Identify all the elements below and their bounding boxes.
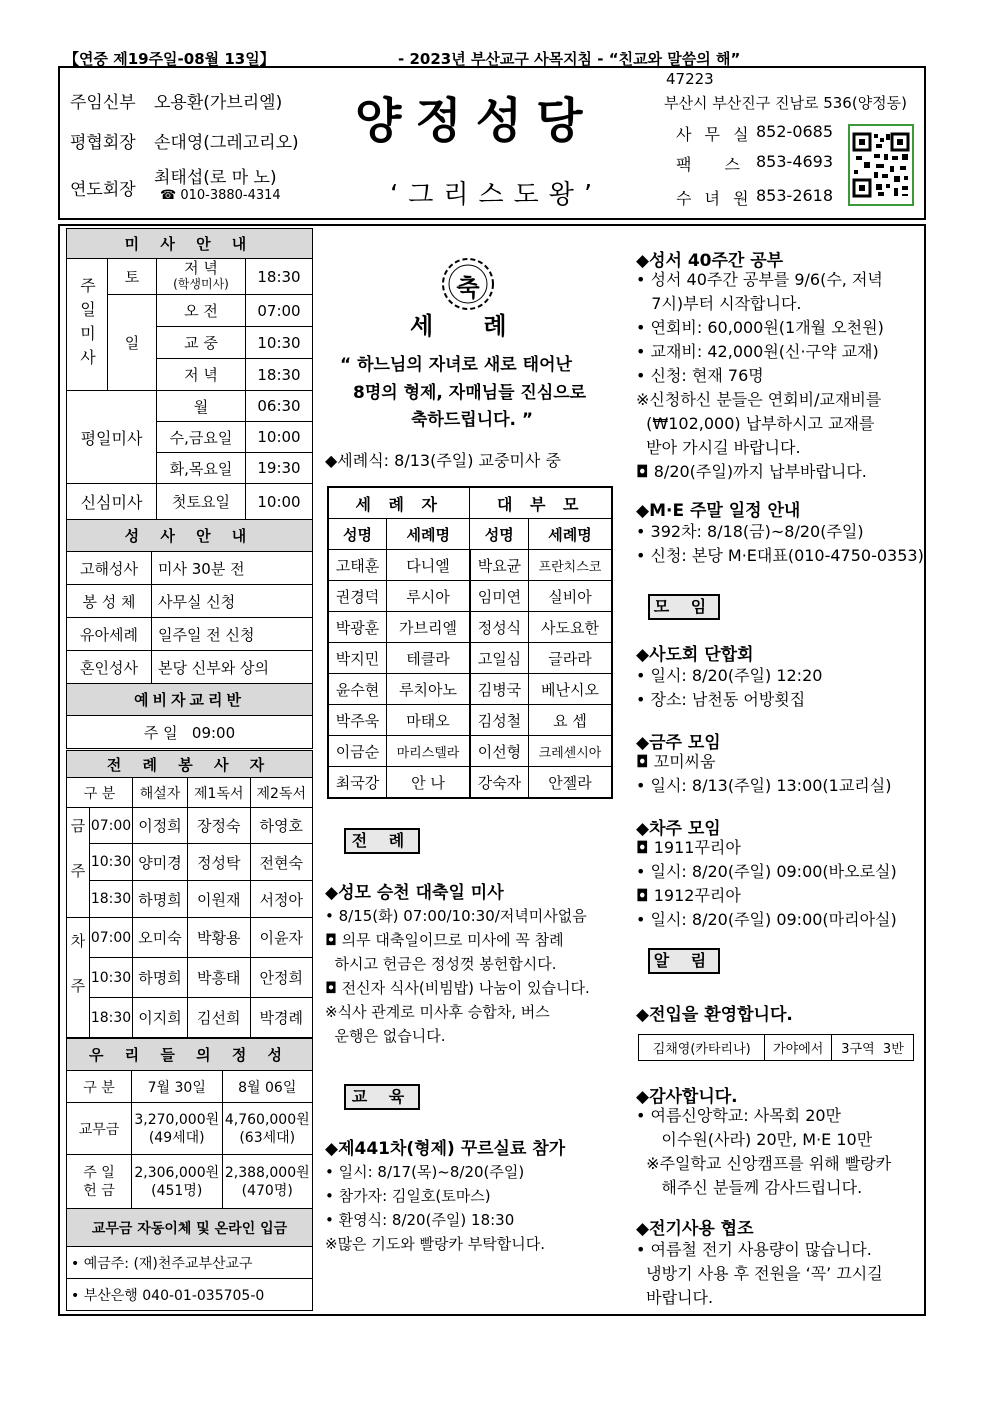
fax-number: 853-4693 <box>756 152 834 171</box>
devotion-mass-time: 10:00 <box>246 484 313 520</box>
assumption-line: 운행은 없습니다. <box>325 1027 446 1045</box>
pastor-label: 주임신부 <box>70 93 136 113</box>
pastor-name: 오용환(가브리엘) <box>154 93 283 113</box>
minister-reader1: 장정숙 <box>188 808 250 844</box>
bible-line: • 교재비: 42,000원(신·구약 교재) <box>636 342 879 361</box>
wed-fri-time: 10:00 <box>246 422 313 453</box>
council-label: 평협회장 <box>70 133 136 153</box>
newcomer-district: 3구역 3반 <box>832 1035 914 1061</box>
amount: 3,270,000원 <box>134 1111 220 1128</box>
page-title: 양정성당 <box>355 93 597 149</box>
memorial-phone: ☎ 010-3880-4314 <box>160 188 281 203</box>
account-holder: • 예금주: (재)천주교부산교구 <box>67 1247 313 1279</box>
table-cell: 고태훈 <box>328 550 386 581</box>
education-section-label: 교 육 <box>344 1084 420 1110</box>
table-cell: 최국강 <box>328 767 386 799</box>
this-week-meeting-title: ◆금주 모임 <box>636 733 721 753</box>
table-row <box>328 550 612 581</box>
baptism-table <box>327 486 613 799</box>
communion-label: 봉 성 체 <box>67 585 152 618</box>
bible-line: 받아 가시길 바랍니다. <box>636 438 801 457</box>
sunday-offering-label: 주 일 헌 금 <box>67 1155 132 1209</box>
ministers-title: 전 례 봉 사 자 <box>67 751 313 778</box>
table-cell: 강숙자 <box>470 767 528 799</box>
minister-reader2: 하영호 <box>250 808 312 844</box>
ministers-header-reader2: 제2독서 <box>250 778 312 808</box>
thanks-line: 해주신 분들께 감사드립니다. <box>636 1178 863 1197</box>
sunday-evening-time: 18:30 <box>246 359 313 391</box>
table-cell: 고일심 <box>470 643 528 674</box>
assumption-line: ◘ 전신자 식사(비빔밥) 나눔이 있습니다. <box>325 979 590 997</box>
minister-commentator: 오미숙 <box>133 918 188 958</box>
sunday-morning-label: 오 전 <box>157 295 246 327</box>
table-cell: 마태오 <box>386 705 470 736</box>
address: 부산시 부산진구 진남로 536(양정동) <box>664 94 908 112</box>
table-cell: 베난시오 <box>528 674 612 705</box>
power-saving-title: ◆전기사용 협조 <box>636 1219 754 1239</box>
assumption-line: ※식사 관계로 미사후 승합차, 버스 <box>325 1003 550 1021</box>
table-cell: 김병국 <box>470 674 528 705</box>
bible-study-list <box>636 268 922 484</box>
assumption-line: • 8/15(화) 07:00/10:30/저녁미사없음 <box>325 907 587 925</box>
table-cell: 박지민 <box>328 643 386 674</box>
table-cell: 글라라 <box>528 643 612 674</box>
table-cell: 이금순 <box>328 736 386 767</box>
baptism-message-3: 축하드립니다. ” <box>411 410 534 430</box>
meeting-line: ◘ 꼬미씨움 <box>636 752 716 771</box>
diocese-motto: - 2023년 부산교구 사목지침 - “친교와 말씀의 해” <box>398 50 741 68</box>
sunday-main-time: 10:30 <box>246 327 313 359</box>
table-cell: 마리스텔라 <box>386 736 470 767</box>
assumption-title: ◆성모 승천 대축일 미사 <box>325 883 504 903</box>
tue-thu-time: 19:30 <box>246 453 313 484</box>
table-row <box>328 643 612 674</box>
me-list <box>636 520 924 568</box>
table-cell: 실비아 <box>528 581 612 612</box>
next-week-meeting-title: ◆차주 모임 <box>636 819 721 839</box>
table-cell: 크레센시아 <box>528 736 612 767</box>
liturgy-section-label: 전 례 <box>344 828 420 854</box>
office-phone: 852-0685 <box>756 122 834 141</box>
thanks-title: ◆감사합니다. <box>636 1087 738 1107</box>
minister-reader2: 전현숙 <box>250 844 312 881</box>
bible-line: ※신청하신 분들은 연회비/교재비를 <box>636 390 882 409</box>
catechumen-time: 주 일 09:00 <box>67 716 313 749</box>
ministers-header-commentator: 해설자 <box>133 778 188 808</box>
power-line: 냉방기 사용 후 전원을 ‘꼭’ 끄시길 <box>636 1264 883 1283</box>
cursillo-title: ◆제441차(형제) 꾸르실료 참가 <box>325 1139 566 1159</box>
sunday-evening-label: 저 녁 <box>157 359 246 391</box>
power-saving-list <box>636 1238 883 1310</box>
minister-reader2: 안정희 <box>250 958 312 998</box>
zip-code: 47223 <box>666 70 714 88</box>
baptism-rows <box>328 550 612 799</box>
table-row <box>328 581 612 612</box>
table-cell: 사도요한 <box>528 612 612 643</box>
sunday-offering-aug06 <box>222 1155 313 1209</box>
bible-line: • 성서 40주간 공부를 9/6(수, 저녁 <box>636 270 883 289</box>
meeting-line: • 일시: 8/20(주일) 09:00(바오로실) <box>636 862 897 881</box>
council-name: 손대영(그레고리오) <box>154 133 299 153</box>
welcome-table <box>638 1034 914 1061</box>
meeting-line: ◘ 1911꾸리아 <box>636 838 741 857</box>
table-cell: 다니엘 <box>386 550 470 581</box>
mass-schedule-table <box>66 228 313 520</box>
offering-title: 우 리 들 의 정 성 <box>67 1039 313 1071</box>
thanks-line: 이수원(사라) 20만, M·E 10만 <box>636 1130 873 1149</box>
minister-reader1: 이원재 <box>188 881 250 918</box>
attendee-count: (451명) <box>151 1182 203 1199</box>
household-count: (63세대) <box>239 1129 296 1146</box>
meeting-line: • 일시: 8/20(주일) 09:00(마리아실) <box>636 910 897 929</box>
household-count: (49세대) <box>148 1129 205 1146</box>
minister-time: 18:30 <box>90 881 133 918</box>
table-cell: 안 나 <box>386 767 470 799</box>
chuk-text: 축 <box>456 274 480 302</box>
amount: 2,306,000원 <box>134 1164 220 1181</box>
minister-reader2: 이윤자 <box>250 918 312 958</box>
minister-commentator: 하명희 <box>133 958 188 998</box>
sunday-mass-label: 주일미사 <box>67 259 108 391</box>
baptized-header: 세 례 자 <box>328 487 470 519</box>
power-line: • 여름철 전기 사용량이 많습니다. <box>636 1240 872 1259</box>
memorial-name: 최태섭(로 마 노) <box>154 168 277 188</box>
student-mass-note: (학생미사) <box>173 277 229 291</box>
offering-header-jul30: 7월 30일 <box>132 1071 223 1103</box>
minister-commentator: 하명희 <box>133 881 188 918</box>
table-cell: 임미연 <box>470 581 528 612</box>
table-cell: 루시아 <box>386 581 470 612</box>
saturday-label: 토 <box>108 259 157 295</box>
baptism-message-2: 8명의 형제, 자매님들 진심으로 <box>353 383 587 403</box>
amount: 2,388,000원 <box>224 1164 310 1181</box>
baptismal-name-header: 세례명 <box>386 519 470 550</box>
bible-study-title: ◆성서 40주간 공부 <box>636 251 784 271</box>
memorial-label: 연도회장 <box>70 180 136 200</box>
table-cell: 테클라 <box>386 643 470 674</box>
bible-line: • 신청: 현재 76명 <box>636 366 764 385</box>
bank-account: • 부산은행 040-01-035705-0 <box>67 1279 313 1311</box>
tue-thu-label: 화,목요일 <box>157 453 246 484</box>
saturday-evening <box>157 259 246 295</box>
parish-dues-jul30 <box>132 1103 223 1155</box>
attendee-count: (470명) <box>241 1182 293 1199</box>
newcomer-origin: 가야에서 <box>765 1035 832 1061</box>
infant-baptism-label: 유아세례 <box>67 618 152 651</box>
meeting-line: • 일시: 8/13(주일) 13:00(1교리실) <box>636 776 892 795</box>
minister-time: 18:30 <box>90 998 133 1038</box>
convent-label: 수 녀 원 <box>676 189 753 208</box>
baptismal-name-header: 세례명 <box>528 519 612 550</box>
sunday-label: 일 <box>108 295 157 391</box>
cursillo-list <box>325 1160 545 1256</box>
notice-section-label: 알 림 <box>648 948 720 974</box>
minister-commentator: 양미경 <box>133 844 188 881</box>
welcome-title: ◆전입을 환영합니다. <box>636 1005 793 1025</box>
apostolate-title: ◆사도회 단합회 <box>636 645 754 665</box>
table-row <box>328 705 612 736</box>
mass-title: 미 사 안 내 <box>67 229 313 259</box>
table-cell: 안젤라 <box>528 767 612 799</box>
power-line: 바랍니다. <box>636 1288 714 1307</box>
this-week-label: 금주 <box>67 808 90 918</box>
table-cell: 권경덕 <box>328 581 386 612</box>
page-subtitle: ‘그리스도왕’ <box>390 180 603 210</box>
bible-line: (₩102,000) 납부하시고 교재를 <box>636 414 875 433</box>
minister-time: 07:00 <box>90 918 133 958</box>
sacraments-table <box>66 519 313 749</box>
offering-table <box>66 1038 313 1311</box>
weekday-mass-label: 평일미사 <box>67 391 157 484</box>
name-header: 성명 <box>328 519 386 550</box>
table-cell: 프란치스코 <box>528 550 612 581</box>
assumption-list <box>325 904 625 1048</box>
assumption-line: ◘ 의무 대축일이므로 미사에 꼭 참례 <box>325 931 564 949</box>
minister-reader1: 박황용 <box>188 918 250 958</box>
minister-reader1: 박흥태 <box>188 958 250 998</box>
table-cell: 박요균 <box>470 550 528 581</box>
celebration-emblem-icon <box>440 256 496 312</box>
assumption-line: 하시고 헌금은 정성껏 봉헌합시다. <box>325 955 557 973</box>
apostolate-list <box>636 664 822 712</box>
catechumen-title: 예비자교리반 <box>67 684 313 716</box>
table-cell: 정성식 <box>470 612 528 643</box>
minister-reader1: 김선희 <box>188 998 250 1038</box>
me-line: • 신청: 본당 M·E대표(010-4750-0353) <box>636 546 924 565</box>
minister-reader2: 박경례 <box>250 998 312 1038</box>
sacraments-title: 성 사 안 내 <box>67 520 313 552</box>
thanks-list <box>636 1104 891 1200</box>
amount: 4,760,000원 <box>224 1111 310 1128</box>
minister-time: 10:30 <box>90 844 133 881</box>
parish-dues-label: 교무금 <box>67 1103 132 1155</box>
minister-reader2: 서정아 <box>250 881 312 918</box>
wed-fri-label: 수,금요일 <box>157 422 246 453</box>
ministers-header-category: 구 분 <box>67 778 133 808</box>
table-cell: 박광훈 <box>328 612 386 643</box>
sunday-offering-jul30 <box>132 1155 223 1209</box>
communion-value: 사무실 신청 <box>152 585 313 618</box>
this-week-meeting-list <box>636 750 891 798</box>
monday-label: 월 <box>157 391 246 422</box>
bible-line: 7시)부터 시작합니다. <box>636 294 802 313</box>
table-cell: 이선형 <box>470 736 528 767</box>
monday-time: 06:30 <box>246 391 313 422</box>
godparents-header: 대 부 모 <box>470 487 612 519</box>
table-cell: 루치아노 <box>386 674 470 705</box>
table-cell: 김성철 <box>470 705 528 736</box>
minister-reader1: 정성탁 <box>188 844 250 881</box>
thanks-line: • 여름신앙학교: 사목회 20만 <box>636 1106 842 1125</box>
offering-header-category: 구 분 <box>67 1071 132 1103</box>
marriage-value: 본당 신부와 상의 <box>152 651 313 684</box>
marriage-label: 혼인성사 <box>67 651 152 684</box>
newcomer-name: 김채영(카타리나) <box>639 1035 765 1061</box>
issue-label: 【연중 제19주일-08월 13일】 <box>64 50 275 68</box>
devotion-mass-day: 첫토요일 <box>157 484 246 520</box>
next-week-label: 차주 <box>67 918 90 1038</box>
cursillo-line: • 일시: 8/17(목)~8/20(주일) <box>325 1163 525 1181</box>
confession-label: 고해성사 <box>67 552 152 585</box>
minister-time: 07:00 <box>90 808 133 844</box>
minister-commentator: 이정희 <box>133 808 188 844</box>
minister-time: 10:30 <box>90 958 133 998</box>
saturday-time: 18:30 <box>246 259 313 295</box>
parish-dues-aug06 <box>222 1103 313 1155</box>
bible-line: • 연회비: 60,000원(1개월 오천원) <box>636 318 884 337</box>
baptism-message-1: “ 하느님의 자녀로 새로 태어난 <box>340 355 572 375</box>
fax-label: 팩 스 <box>676 155 754 174</box>
name-header: 성명 <box>470 519 528 550</box>
baptism-title: 세 례 <box>410 312 507 340</box>
qr-code-icon[interactable] <box>848 124 914 206</box>
table-cell: 박주욱 <box>328 705 386 736</box>
bible-line: ◘ 8/20(주일)까지 납부바랍니다. <box>636 462 867 481</box>
table-cell: 가브리엘 <box>386 612 470 643</box>
table-cell: 윤수현 <box>328 674 386 705</box>
cursillo-line: • 참가자: 김일호(토마스) <box>325 1187 491 1205</box>
table-cell: 요 셉 <box>528 705 612 736</box>
table-row <box>328 736 612 767</box>
cursillo-line: • 환영식: 8/20(주일) 18:30 <box>325 1211 515 1229</box>
devotion-mass-label: 신심미사 <box>67 484 157 520</box>
convent-phone: 853-2618 <box>756 186 834 205</box>
me-title: ◆M·E 주말 일정 안내 <box>636 501 801 521</box>
table-row <box>328 674 612 705</box>
office-label: 사 무 실 <box>676 125 753 144</box>
thanks-line: ※주일학교 신앙캠프를 위해 빨랑카 <box>636 1154 892 1173</box>
sunday-main-label: 교 중 <box>157 327 246 359</box>
baptism-date: ◆세례식: 8/13(주일) 교중미사 중 <box>325 451 561 470</box>
ministers-table <box>66 750 313 1038</box>
apostolate-line: • 일시: 8/20(주일) 12:20 <box>636 666 823 685</box>
apostolate-line: • 장소: 남천동 어방횟집 <box>636 690 806 709</box>
infant-baptism-value: 일주일 전 신청 <box>152 618 313 651</box>
next-week-meeting-list <box>636 836 897 932</box>
minister-commentator: 이지희 <box>133 998 188 1038</box>
table-row <box>328 612 612 643</box>
offering-header-aug06: 8월 06일 <box>222 1071 313 1103</box>
cursillo-line: ※많은 기도와 빨랑카 부탁합니다. <box>325 1235 546 1253</box>
sunday-morning-time: 07:00 <box>246 295 313 327</box>
meeting-line: ◘ 1912꾸리아 <box>636 886 741 905</box>
meeting-section-label: 모 임 <box>648 594 720 620</box>
auto-transfer-title: 교무금 자동이체 및 온라인 입금 <box>67 1209 313 1247</box>
me-line: • 392차: 8/18(금)~8/20(주일) <box>636 522 864 541</box>
table-row <box>328 767 612 799</box>
saturday-evening-label: 저 녁 <box>184 259 218 277</box>
ministers-header-reader1: 제1독서 <box>188 778 250 808</box>
confession-value: 미사 30분 전 <box>152 552 313 585</box>
